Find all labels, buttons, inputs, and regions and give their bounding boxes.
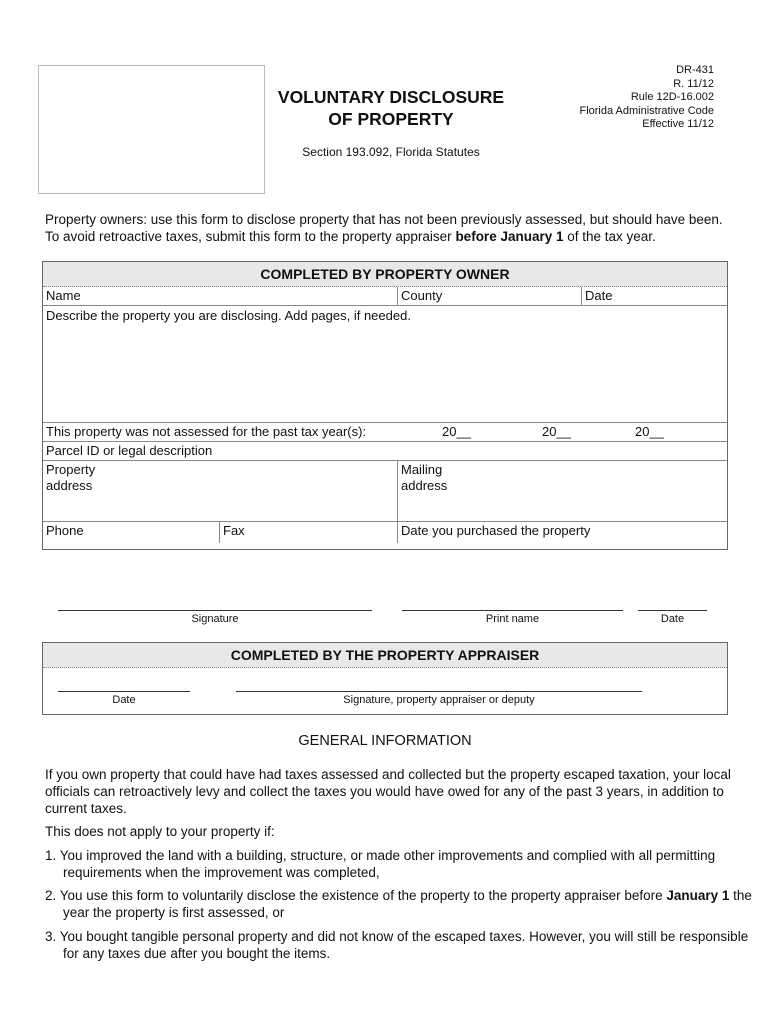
appraiser-signature-line[interactable] [236,691,642,706]
property-address-field[interactable] [43,461,398,521]
date-label: Date [585,288,613,303]
form-code: Florida Administrative Code [579,104,714,117]
form-number: DR-431 [676,64,714,76]
form-effective: Effective 11/12 [642,118,714,130]
owner-signature-line[interactable] [58,610,372,625]
parcel-label: Parcel ID or legal description [46,443,213,458]
signature-date-label: Date [660,613,685,625]
intro-text: Property owners: use this form to disclose property that has not been previously assessed, but should have been. To avoid retroactive taxes, submit this form to the property appraiser [45,212,723,244]
intro-text-end: of the tax year. [563,229,656,244]
general-info-para-1: If you own property that could have had taxes assessed and collected but the property escaped taxation, your local officials can retroactively levy and collect the taxes you would have owed for any of the past 3 years, in addition to current taxes. [45,767,731,816]
form-rule: Rule 12D-16.002 [630,91,714,103]
property-address-label-1: Property [46,462,96,477]
not-assessed-field [43,423,727,441]
title-line-2: OF PROPERTY [328,109,454,129]
not-assessed-label: This property was not assessed for the past tax year(s): [46,424,367,439]
county-label: County [401,288,443,303]
describe-property-row [43,306,727,423]
general-info-para-2: This does not apply to your property if: [45,824,275,839]
name-county-date-row [43,287,727,306]
owner-section-heading: COMPLETED BY PROPERTY OWNER [43,262,727,287]
phone-field[interactable] [43,522,220,543]
print-name-label: Print name [485,613,540,625]
appraiser-date-label: Date [112,694,136,706]
form-title [270,86,512,130]
form-revision: R. 11/12 [673,77,714,90]
signature-label: Signature [191,613,239,625]
item2-text-end: the year the property is first assessed, or [63,888,752,920]
form-id-block [579,64,714,132]
statute-reference: Section 193.092, Florida Statutes [302,145,480,159]
purchase-date-label: Date you purchased the property [401,523,591,538]
item2-text: 2. You use this form to voluntarily disclose the existence of the property to the property appraiser before [45,888,667,903]
exception-item-3: 3. You bought tangible personal property and did not know of the escaped taxes. However, you will still be responsible for any taxes due after you bought the items. [45,929,749,961]
phone-fax-purchase-row [43,522,727,543]
describe-property-field[interactable] [43,306,727,422]
fax-field[interactable] [220,522,398,543]
exception-item-1: 1. You improved the land with a building, structure, or made other improvements and complied with all permitting requirements when the improvement was completed, [45,848,716,880]
county-field[interactable] [398,287,582,305]
tax-year-2-blank[interactable]: 20__ [542,424,571,439]
appraiser-signature-label: Signature, property appraiser or deputy [343,694,535,706]
print-name-line[interactable] [402,610,623,625]
describe-label: Describe the property you are disclosing. Add pages, if needed. [46,308,411,323]
property-address-label-2: address [46,478,93,493]
parcel-field[interactable] [43,442,727,460]
parcel-row [43,442,727,461]
address-row [43,461,727,522]
intro-paragraph [45,211,735,245]
exception-item-2 [45,887,753,921]
logo-placeholder-box [38,65,265,194]
tax-year-3-blank[interactable]: 20__ [635,424,664,439]
phone-label: Phone [46,523,84,538]
mailing-address-label-2: address [401,478,448,493]
mailing-address-label-1: Mailing [401,462,443,477]
fax-label: Fax [223,523,245,538]
appraiser-section-heading: COMPLETED BY THE PROPERTY APPRAISER [43,643,727,668]
mailing-address-field[interactable] [398,461,727,521]
not-assessed-row [43,423,727,442]
intro-bold: before January 1 [455,229,564,244]
owner-section [42,261,728,550]
title-line-1: VOLUNTARY DISCLOSURE [277,87,505,107]
general-info-heading: GENERAL INFORMATION [298,733,472,749]
name-field[interactable] [43,287,398,305]
item2-bold: January 1 [666,888,730,903]
date-field[interactable] [582,287,727,305]
name-label: Name [46,288,81,303]
signature-date-line[interactable] [638,610,707,625]
tax-year-1-blank[interactable]: 20__ [442,424,471,439]
appraiser-date-line[interactable] [58,691,190,706]
purchase-date-field[interactable] [398,522,727,543]
